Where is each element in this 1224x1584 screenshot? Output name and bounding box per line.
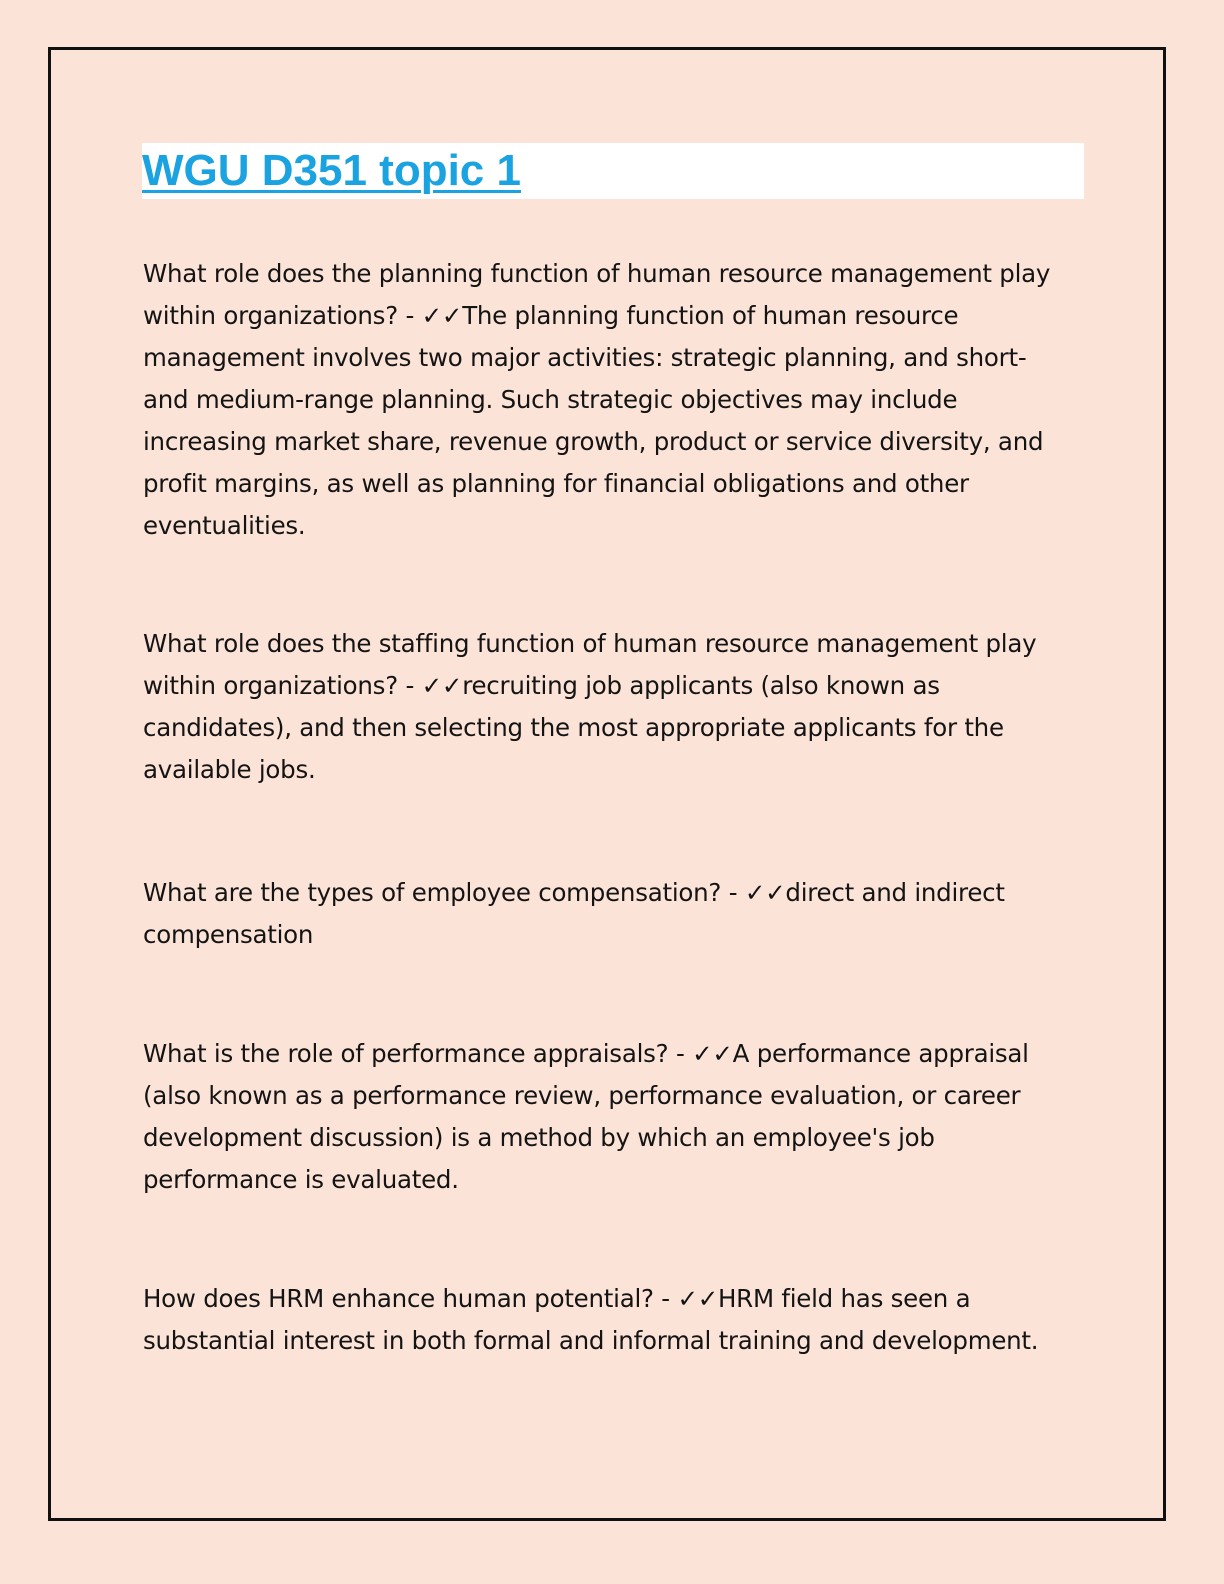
question-text: What role does the planning function of human resource management play within organizations? -	[143, 259, 1051, 330]
qa-item-compensation	[143, 872, 1078, 956]
double-check-icon: ✓✓	[677, 1284, 718, 1313]
double-check-icon: ✓✓	[421, 301, 463, 330]
answer-text: recruiting job applicants (also known as candidates), and then selecting the most appropriate applicants for the available jobs.	[143, 671, 1004, 784]
title-highlight	[142, 143, 1084, 199]
question-text: What are the types of employee compensation? -	[143, 878, 745, 907]
qa-item-human-potential	[143, 1278, 1078, 1362]
question-text: What role does the staffing function of human resource management play within organizations? -	[143, 629, 1037, 700]
document-title[interactable]: WGU D351 topic 1	[142, 146, 521, 195]
qa-item-staffing	[143, 623, 1078, 791]
question-text: How does HRM enhance human potential? -	[143, 1284, 678, 1313]
qa-item-planning	[143, 253, 1078, 547]
double-check-icon: ✓✓	[421, 671, 463, 700]
answer-text: A performance appraisal (also known as a performance review, performance evaluation, or career development discussion) is a method by which an employee's job performance is evaluated.	[143, 1039, 1029, 1194]
qa-item-appraisals	[143, 1033, 1078, 1201]
question-text: What is the role of performance appraisals? -	[143, 1039, 693, 1068]
answer-text: direct and indirect compensation	[143, 878, 1005, 949]
answer-text: The planning function of human resource management involves two major activities: strategic planning, and short- and medium-range planning. Such strategic objectives may include increasing market share, revenue growth, product or service diversity, and profit margins, as well as planning for financial obligations and other eventualities.	[143, 301, 1044, 540]
answer-text: HRM field has seen a substantial interest in both formal and informal training and development.	[143, 1284, 1039, 1355]
double-check-icon: ✓✓	[692, 1039, 733, 1068]
double-check-icon: ✓✓	[744, 878, 786, 907]
